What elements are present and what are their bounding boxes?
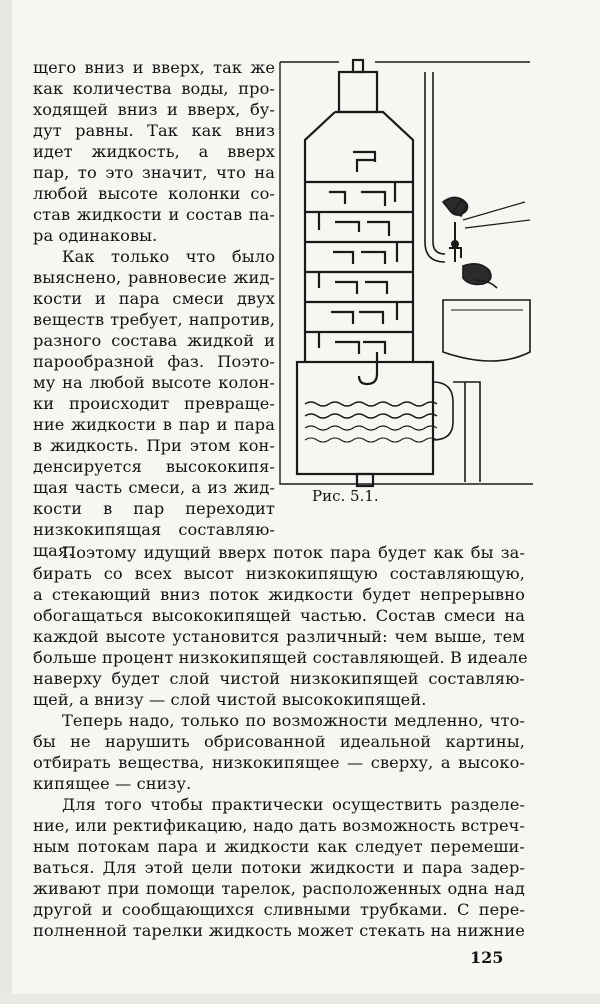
text-line: ным потокам пара и жидкости как следует перемеши- <box>33 837 525 856</box>
text-line: бирать со всех высот низкокипящую составляющую, <box>33 564 525 583</box>
paragraph-start: Как только что было <box>62 247 275 266</box>
text-line: идет жидкость, а вверх <box>33 142 275 161</box>
text-line: кости и пара смеси двух <box>33 289 275 308</box>
page-shadow-left <box>0 0 12 1004</box>
text-line: выяснено, равновесие жид- <box>33 268 275 287</box>
text-line: му на любой высоте колон- <box>33 373 275 392</box>
text-line: дут равны. Так как вниз <box>33 121 275 140</box>
text-line: ра одинаковы. <box>33 226 158 245</box>
text-line: щей, а внизу — слой чистой высококипящей. <box>33 690 427 709</box>
text-line: низкокипящая составляю- <box>33 520 275 539</box>
paragraph-start: Поэтому идущий вверх поток пара будет как бы за- <box>62 543 525 562</box>
text-line: другой и сообщающихся сливными трубками. С пере- <box>33 900 525 919</box>
text-line: веществ требует, напротив, <box>33 310 275 329</box>
paragraph-start: Теперь надо, только по возможности медленно, что- <box>62 711 525 730</box>
text-line: бы не нарушить обрисованной идеальной картины, <box>33 732 525 751</box>
text-line: обогащаться высококипящей частью. Состав смеси на <box>33 606 525 625</box>
text-line: ваться. Для этой цели потоки жидкости и пара задер- <box>33 858 525 877</box>
text-line: парообразной фаз. Поэто- <box>33 352 275 371</box>
text-line: наверху будет слой чистой низкокипящей составляю- <box>33 669 525 688</box>
text-line: каждой высоте установится различный: чем выше, тем <box>33 627 525 646</box>
text-line: ние жидкости в пар и пара <box>33 415 275 434</box>
text-line: щая часть смеси, а из жид- <box>33 478 275 497</box>
text-line: а стекающий вниз поток жидкости будет непрерывно <box>33 585 525 604</box>
text-line: разного состава жидкой и <box>33 331 275 350</box>
text-line: живают при помощи тарелок, расположенных одна над <box>33 879 525 898</box>
text-line: отбирать вещества, низкокипящее — сверху, а высоко- <box>33 753 525 772</box>
page-number: 125 <box>470 948 504 967</box>
text-line: больше процент низкокипящей составляющей. В идеале <box>33 648 528 667</box>
text-line: любой высоте колонки со- <box>33 184 275 203</box>
text-line: ки происходит превраще- <box>33 394 275 413</box>
text-line: кости в пар переходит <box>33 499 275 518</box>
text-line: став жидкости и состав па- <box>33 205 275 224</box>
paragraph-start: Для того чтобы практически осуществить разделе- <box>62 795 525 814</box>
page-shadow-bottom <box>0 994 600 1004</box>
figure-caption: Рис. 5.1. <box>312 487 379 505</box>
text-line: ние, или ректификацию, надо дать возможность встреч- <box>33 816 525 835</box>
text-line: ходящей вниз и вверх, бу- <box>33 100 275 119</box>
text-line: в жидкость. При этом кон- <box>33 436 275 455</box>
text-line: как количества воды, про- <box>33 79 275 98</box>
text-line: полненной тарелки жидкость может стекать на нижние <box>33 921 525 940</box>
text-line: щая. <box>33 541 74 560</box>
text-line: щего вниз и вверх, так же <box>33 58 275 77</box>
distillation-column-figure <box>275 52 535 488</box>
text-line: кипящее — снизу. <box>33 774 192 793</box>
text-line: денсируется высококипя- <box>33 457 275 476</box>
text-line: пар, то это значит, что на <box>33 163 275 182</box>
